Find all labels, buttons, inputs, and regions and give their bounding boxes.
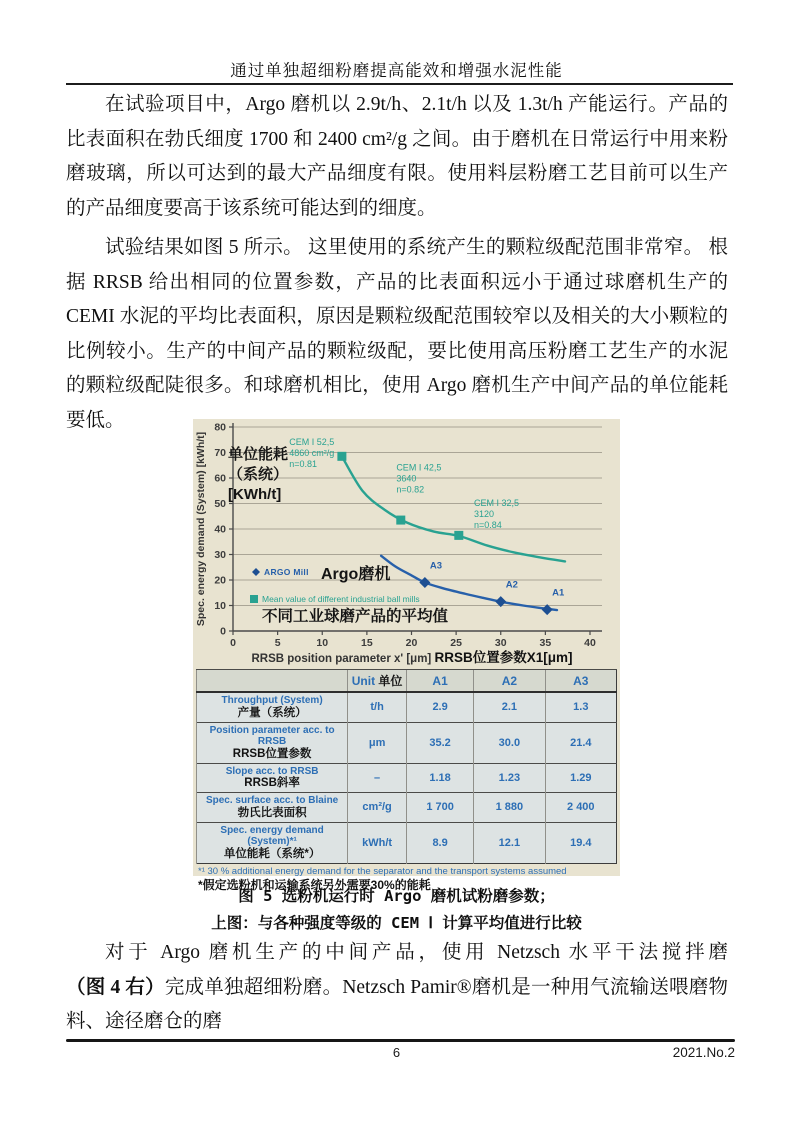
row-value-cell: 2.9	[407, 692, 474, 722]
row-label-cell: Spec. surface acc. to Blaine 勃氏比表面积	[197, 793, 348, 823]
annotation-text: n=0.82	[396, 484, 425, 495]
row-value-cell: 1.29	[545, 763, 616, 793]
row-label-cell: Throughput (System) 产量（系统）	[197, 692, 348, 722]
row-unit-cell: t/h	[348, 692, 407, 722]
annotation-text: 4860 cm²/g	[289, 447, 335, 458]
y-tick-label: 30	[214, 549, 226, 561]
y-tick-label: 10	[214, 600, 226, 612]
y-axis-title: Spec. energy demand (System) [kWh/t]	[195, 431, 207, 627]
paragraph-3-bold: （图 4 右）	[66, 976, 165, 998]
row-value-cell: 1.3	[545, 692, 616, 722]
legend-marker-diamond	[252, 568, 260, 576]
row-value-cell: 1 880	[474, 793, 545, 823]
annotation-text: CEM I 32,5	[473, 498, 520, 509]
series-curve	[342, 456, 565, 561]
legend-label-zh: Argo磨机	[321, 566, 391, 583]
data-point-diamond	[419, 577, 430, 588]
annotation-text: CEM I 52,5	[289, 436, 335, 447]
row-label-cell: Slope acc. to RRSB RRSB斜率	[197, 763, 348, 793]
x-tick-label: 35	[539, 637, 552, 649]
y-tick-label: 80	[214, 421, 226, 434]
y-axis-title-zh: 单位能耗	[228, 446, 289, 463]
legend-label-zh: 不同工业球磨产品的平均值	[262, 608, 449, 625]
table-row	[197, 692, 617, 722]
legend-label: Mean value of different industrial ball mills	[262, 594, 420, 604]
page-number: 6	[392, 1045, 401, 1060]
row-value-cell: 19.4	[545, 822, 616, 863]
page-header-title: 通过单独超细粉磨提高能效和增强水泥性能	[230, 61, 563, 80]
footer-rule	[66, 1039, 735, 1042]
paragraph-1: 在试验项目中，Argo 磨机以 2.9t/h、2.1t/h 以及 1.3t/h 产能运行。产品的比表面积在勃氏细度 1700 和 2400 cm²/g 之间。由于磨机在日常运行中用来粉磨玻璃，所以可达到的最大产品细度有限。使用料层粉磨工艺目前可以生产的产品细度要高于该系统可能达到的细度。	[66, 94, 728, 219]
legend-marker-square	[250, 595, 258, 603]
table-row	[197, 793, 617, 823]
legend-label: ARGO Mill	[264, 567, 309, 577]
paragraph-3-start: 对于 Argo 磨机生产的中间产品，使用 Netzsch 水平干法搅拌磨	[105, 942, 728, 963]
row-unit-cell: μm	[348, 722, 407, 763]
y-axis-title-zh: [KWh/t]	[228, 486, 282, 503]
annotation-text: 3640	[396, 473, 417, 484]
data-point-square	[454, 531, 463, 540]
x-tick-label: 20	[405, 637, 418, 649]
header-col-a2: A2	[474, 670, 545, 693]
paragraph-2: 试验结果如图 5 所示。 这里使用的系统产生的颗粒级配范围非常窄。 根据 RRSB 给出相同的位置参数，产品的比表面积远小于通过球磨机生产的 CEMI 水泥的平均比表面积，原因是颗粒级配范围较窄以及相关的大小颗粒的比例较小。生产的中间产品的颗粒级配，要比使用高压粉磨工艺生产的水泥的颗粒级配陡很多。和球磨机相比，使用 Argo 磨机生产中间产品的单位能耗要低。	[66, 237, 728, 431]
row-unit-cell: cm²/g	[348, 793, 407, 823]
data-point-square	[337, 452, 346, 461]
y-axis-title-zh: （系统）	[228, 466, 289, 483]
footnote-en: *¹ 30 % additional energy demand for the separator and the transport systems assumed	[198, 865, 567, 877]
row-value-cell: 8.9	[407, 822, 474, 863]
paragraph-3-end: 完成单独超细粉磨。Netzsch Pamir®磨机是一种用气流输送喂磨物料、途径磨仓的磨	[66, 976, 728, 1033]
header-col-a1: A1	[407, 670, 474, 693]
data-point-label: A3	[429, 560, 443, 572]
row-value-cell: 12.1	[474, 822, 545, 863]
table-header-row	[197, 670, 617, 693]
x-tick-label: 0	[230, 637, 236, 649]
annotation-text: CEM I 42,5	[396, 462, 442, 473]
row-value-cell: 2 400	[545, 793, 616, 823]
row-unit-cell: –	[348, 763, 407, 793]
header-unit-cell: Unit 单位	[348, 670, 407, 693]
y-tick-label: 40	[214, 523, 226, 536]
header-col-a3: A3	[545, 670, 616, 693]
energy-demand-chart	[193, 419, 620, 669]
row-value-cell: 2.1	[474, 692, 545, 722]
data-point-label: A1	[552, 587, 565, 599]
row-label-cell: Position parameter acc. to RRSB RRSB位置参数	[197, 722, 348, 763]
annotation-text: n=0.81	[289, 458, 318, 469]
annotation-text: 3120	[473, 509, 495, 520]
header-rule	[66, 83, 733, 85]
figure-caption-line1: 图 5 选粉机运行时 Argo 磨机试粉磨参数；	[238, 887, 555, 905]
figure-5	[193, 419, 620, 892]
y-tick-label: 50	[214, 498, 226, 510]
row-unit-cell: kWh/t	[348, 822, 407, 863]
row-value-cell: 1.18	[407, 763, 474, 793]
header-empty-cell	[197, 670, 348, 693]
table-row	[197, 763, 617, 793]
x-tick-label: 5	[274, 637, 281, 649]
data-point-square	[396, 516, 405, 525]
x-axis-title: RRSB position parameter x' [μm] RRSB位置参数X1[μm]	[251, 650, 573, 665]
x-tick-label: 40	[584, 637, 596, 649]
issue-label: 2021.No.2	[672, 1045, 735, 1060]
y-tick-label: 20	[214, 574, 226, 587]
y-tick-label: 60	[214, 472, 226, 485]
x-tick-label: 10	[316, 637, 329, 649]
footnote-zh: *假定选粉机和运输系统另外需要30%的能耗	[198, 877, 431, 892]
row-value-cell: 35.2	[407, 722, 474, 763]
data-point-label: A2	[505, 579, 518, 591]
row-value-cell: 21.4	[545, 722, 616, 763]
row-value-cell: 30.0	[474, 722, 545, 763]
table-row	[197, 722, 617, 763]
grinding-parameters-table	[196, 669, 617, 864]
annotation-text: n=0.84	[473, 520, 502, 531]
y-tick-label: 70	[214, 447, 226, 459]
row-value-cell: 1.23	[474, 763, 545, 793]
y-tick-label: 0	[220, 625, 226, 638]
x-tick-label: 30	[494, 637, 507, 649]
row-value-cell: 1 700	[407, 793, 474, 823]
x-tick-label: 15	[361, 637, 373, 649]
paragraph-3	[66, 936, 728, 1040]
figure-caption-line2: 上图：与各种强度等级的 CEM Ⅰ 计算平均值进行比较	[211, 914, 582, 932]
row-label-cell: Spec. energy demand (System)*¹ 单位能耗（系统*）	[197, 822, 348, 863]
table-row	[197, 822, 617, 863]
x-tick-label: 25	[450, 637, 462, 649]
